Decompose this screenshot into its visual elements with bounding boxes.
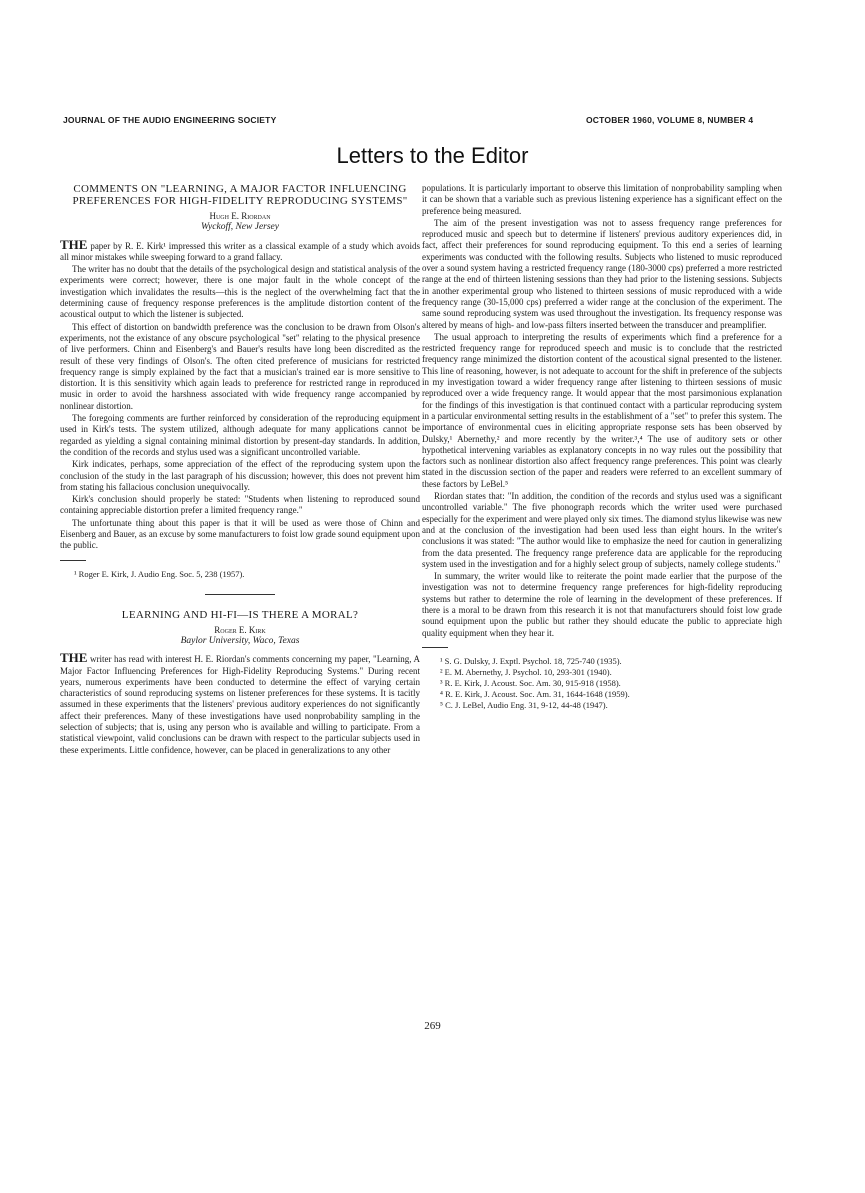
running-head-issue: OCTOBER 1960, VOLUME 8, NUMBER 4 [586,115,754,125]
article1-affiliation: Wyckoff, New Jersey [201,222,279,233]
reference-item: ⁴ R. E. Kirk, J. Acoust. Soc. Am. 31, 1644-1648 (1959). [440,688,630,699]
article-separator [205,594,275,595]
running-head-journal: JOURNAL OF THE AUDIO ENGINEERING SOCIETY [63,115,277,125]
footnote-rule [422,647,448,648]
article2-author: Roger E. Kirk [214,624,266,635]
reference-list [422,656,782,711]
reference-item: ¹ S. G. Dulsky, J. Exptl. Psychol. 18, 725-740 (1935). [440,655,622,666]
reference-item: ³ R. E. Kirk, J. Acoust. Soc. Am. 30, 915-918 (1958). [440,677,621,688]
article2 [60,609,420,756]
article1-paragraph: Kirk indicates, perhaps, some appreciation of the effect of the reproducing system upon the conclusion of the study in the last paragraph of his discussion; however, this does not prevent him from stating his fallacious conclusion unequivocally. [60,459,420,492]
article2-paragraph: In summary, the writer would like to reiterate the point made earlier that the purpose of the investigation was not to determine frequency range preferences for high-fidelity reproducing systems but rather to determine the role of learning in the development of these preferences. If there is a moral to be drawn from this research it is not that manufacturers should foist low grade sound equipment upon the public but rather they should educate the public to appreciate high quality equipment when they hear it. [422,571,782,638]
article2-p1: writer has read with interest H. E. Riordan's comments concerning my paper, "Learning, A Major Factor Influencing Preferences for High-Fidelity Reproducing Systems." During recent years, numerous experiments have been conducted to determine the effect of varying certain characteristics of sound reproducing systems on listener preferences for these systems. It is tacitly assumed in these experiments that the listeners' previous auditory experiences do not significantly affect their preferences. Many of these investigations have used nonprobability sampling in the selection of subjects; that is, using any person who is available and willing to participate. From a statistical viewpoint, valid conclusions can be drawn with respect to the particular subjects used in these experiments. Little confidence, however, can be placed in generalizations to any other [60,654,420,755]
article2-paragraph: populations. It is particularly important to observe this limitation of nonprobability sampling when it can be shown that a variable such as previous listening experience has a significant effect on the preference being measured. [422,183,782,216]
article2-paragraph [60,652,420,756]
footnote-rule [60,560,86,561]
page-number: 269 [424,1020,441,1032]
article1 [60,183,420,595]
left-column [60,183,420,756]
article1-footnote: ¹ Roger E. Kirk, J. Audio Eng. Soc. 5, 238 (1957). [74,568,245,579]
section-title: Letters to the Editor [336,143,529,168]
article1-author: Hugh E. Riordan [209,211,271,221]
article2-dropcap: THE [60,650,88,666]
reference-item: ⁵ C. J. LeBel, Audio Eng. 31, 9-12, 44-48 (1947). [440,699,608,710]
article2-paragraph: Riordan states that: "In addition, the condition of the records and stylus used was a significant uncontrolled variable." The five phonograph records which the writer used were purchased especially for the experiment and were played only six times. The diamond stylus likewise was new and at the conclusion of the investigation had been used less than eight hours. In the writer's conclusions it was stated: "The author would like to emphasize the need for caution in generalizing from the data presented. The frequency range preference data are applicable for the reproducing system used in the investigation and for a highly select group of subjects, namely college students." [422,491,782,569]
article1-paragraph: The writer has no doubt that the details of the psychological design and statistical analysis of the experiments were correct; however, there is one major fault in the whole concept of the investigation which invalidates the results—this is the neglect of the overwhelming fact that the determining cause of frequency response preferences is the amplitude distortion content of the acoustical output to which the listener is subjected. [60,264,420,320]
article1-p1: paper by R. E. Kirk¹ impressed this writer as a classical example of a study which avoids all minor mistakes while sweeping forward to a grand fallacy. [60,240,420,262]
article1-paragraph: Kirk's conclusion should properly be stated: "Students when listening to reproduced sound containing appreciable distortion prefer a limited frequency range." [60,494,420,516]
article2-affiliation: Baylor University, Waco, Texas [180,635,300,646]
article2-title: LEARNING AND HI-FI—IS THERE A MORAL? [121,608,359,621]
right-column [422,183,782,711]
article1-paragraph: The foregoing comments are further reinforced by consideration of the reproducing equipment used in Kirk's tests. The system utilized, although adequate for many applications cannot be regarded as yielding a signal containing minimal distortion by present-day standards. In addition, the condition of the records and stylus used was a significant uncontrolled variable. [60,413,420,457]
article1-paragraph [60,236,420,264]
article1-dropcap: THE [60,236,88,252]
reference-item: ² E. M. Abernethy, J. Psychol. 10, 293-301 (1940). [440,666,612,677]
article1-paragraph: The unfortunate thing about this paper is that it will be used as were those of Chinn and Eisenberg and Bauer, as an excuse by some manufacturers to foist low grade sound equipment upon the public. [60,517,420,551]
article1-paragraph: This effect of distortion on bandwidth preference was the conclusion to be drawn from Olson's experiments, not the existance of any obscure psychological "set" relating to the physical presence of live performers. Chinn and Eisenberg's and Bauer's results have long been discredited as the result of these very findings of Olson's. The often cited preference of musicians for restricted frequency range is simply explained by the fact that a musician's trained ear is more sensitive to distortion. It is this sensitivity which again leads to preference for restricted range in reproduced music in order to avoid the harshness associated with wide frequency range accompanied by nonlinear distortion. [60,321,420,411]
article2-paragraph: The aim of the present investigation was not to assess frequency range preferences for reproduced music and speech but to determine if listeners' previous auditory experiences did, in fact, affect their preferences for sound reproducing equipment. To this end a series of learning experiments was conducted with the following results. Subjects who listened to music reproduced over a sound system having a restricted frequency range (180-3000 cps) preferred a more restricted range at the end of thirteen listening sessions than they had prior to the listening sessions. Subjects in another experimental group who listened to thirteen sessions of music reproduced with a wide frequency range (30-15,000 cps) preferred a wider range at the conclusion of the experiment. The same sound reproducing system was used throughout the investigation. Its frequency response was altered by means of high- and low-pass filters inserted between the transducer and preamplifier. [422,217,782,330]
article1-title: COMMENTS ON "LEARNING, A MAJOR FACTOR INFLUENCING PREFERENCES FOR HIGH-FIDELITY REPRODUCING SYSTEMS" [72,183,408,207]
article2-paragraph: The usual approach to interpreting the results of experiments which find a preference for a restricted frequency range for reproduced speech and music is to conclude that the restricted frequency range minimized the distortion content of the acoustical signal presented to the listener. This line of reasoning, however, is not adequate to account for the shift in preference of the subjects in my investigation toward a wider frequency range after listening to thirteen sessions of music reproduced over a wide frequency range. It would appear that the most parsimonious explanation for the findings of this investigation is that continued contact with a particular reproducing system in a particular environmental setting results in the establishment of a "set" to prefer this system. The importance of environmental cues in eliciting appropriate response sets has been observed by Dulsky,¹ Abernethy,² and more recently by the writer.³,⁴ The use of auditory sets or other hypothetical intervening variables as explanatory concepts in no way rules out the possibility that factors such as nonlinear distortion also affect frequency range preferences. This point was clearly stated in the discussion section of the paper and readers were referred to an excellent summary of these factors by LeBel.⁵ [422,331,782,489]
